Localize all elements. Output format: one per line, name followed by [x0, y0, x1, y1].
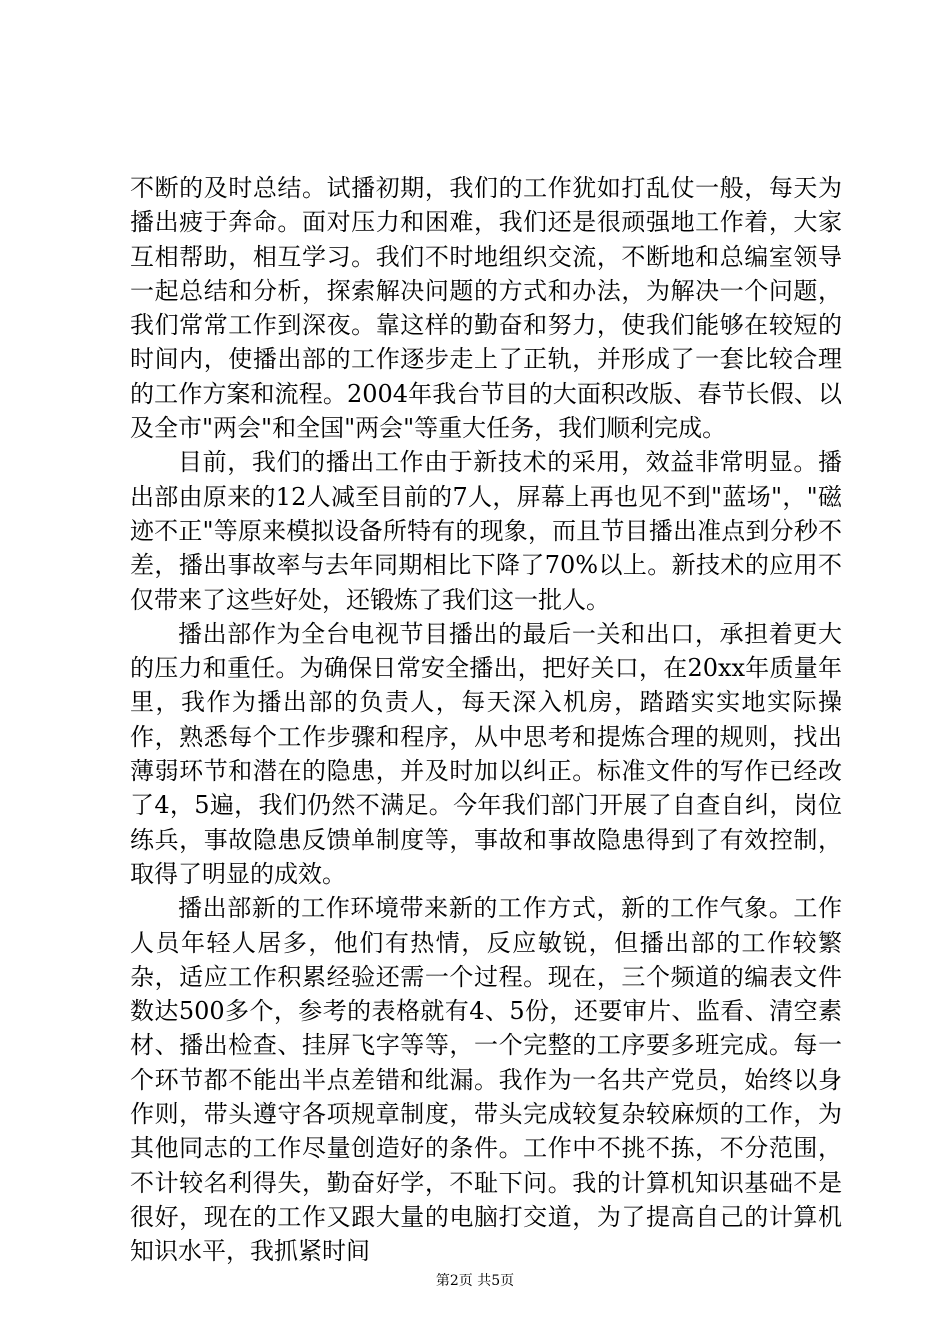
document-body: [130, 171, 842, 1269]
paragraph-2: 目前，我们的播出工作由于新技术的采用，效益非常明显。播出部由原来的12人减至目前的7人，屏幕上再也见不到"蓝场"，"磁迹不正"等原来模拟设备所特有的现象，而且节目播出准点到分秒不差，播出事故率与去年同期相比下降了70%以上。新技术的应用不仅带来了这些好处，还锻炼了我们这一批人。: [130, 448, 842, 614]
page-number-footer: 第2页 共5页: [435, 1273, 515, 1289]
paragraph-3: 播出部作为全台电视节目播出的最后一关和出口，承担着更大的压力和重任。为确保日常安全播出，把好关口，在20xx年质量年里，我作为播出部的负责人，每天深入机房，踏踏实实地实际操作，熟悉每个工作步骤和程序，从中思考和提炼合理的规则，找出薄弱环节和潜在的隐患，并及时加以纠正。标准文件的写作已经改了4，5遍，我们仍然不满足。今年我们部门开展了自查自纠，岗位练兵，事故隐患反馈单制度等，事故和事故隐患得到了有效控制，取得了明显的成效。: [130, 619, 842, 888]
paragraph-1: 不断的及时总结。试播初期，我们的工作犹如打乱仗一般，每天为播出疲于奔命。面对压力和困难，我们还是很顽强地工作着，大家互相帮助，相互学习。我们不时地组织交流，不断地和总编室领导一起总结和分析，探索解决问题的方式和办法，为解决一个问题，我们常常工作到深夜。靠这样的勤奋和努力，使我们能够在较短的时间内，使播出部的工作逐步走上了正轨，并形成了一套比较合理的工作方案和流程。2004年我台节目的大面积改版、春节长假、以及全市"两会"和全国"两会"等重大任务，我们顺利完成。: [130, 174, 842, 443]
paragraph-4: 播出部新的工作环境带来新的工作方式，新的工作气象。工作人员年轻人居多，他们有热情，反应敏锐，但播出部的工作较繁杂，适应工作积累经验还需一个过程。现在，三个频道的编表文件数达500多个，参考的表格就有4、5份，还要审片、监看、清空素材、播出检查、挂屏飞字等等，一个完整的工序要多班完成。每一个环节都不能出半点差错和纰漏。我作为一名共产党员，始终以身作则，带头遵守各项规章制度，带头完成较复杂较麻烦的工作，为其他同志的工作尽量创造好的条件。工作中不挑不拣，不分范围，不计较名利得失，勤奋好学，不耻下问。我的计算机知识基础不是很好，现在的工作又跟大量的电脑打交道，为了提高自己的计算机知识水平，我抓紧时间: [130, 894, 842, 1266]
